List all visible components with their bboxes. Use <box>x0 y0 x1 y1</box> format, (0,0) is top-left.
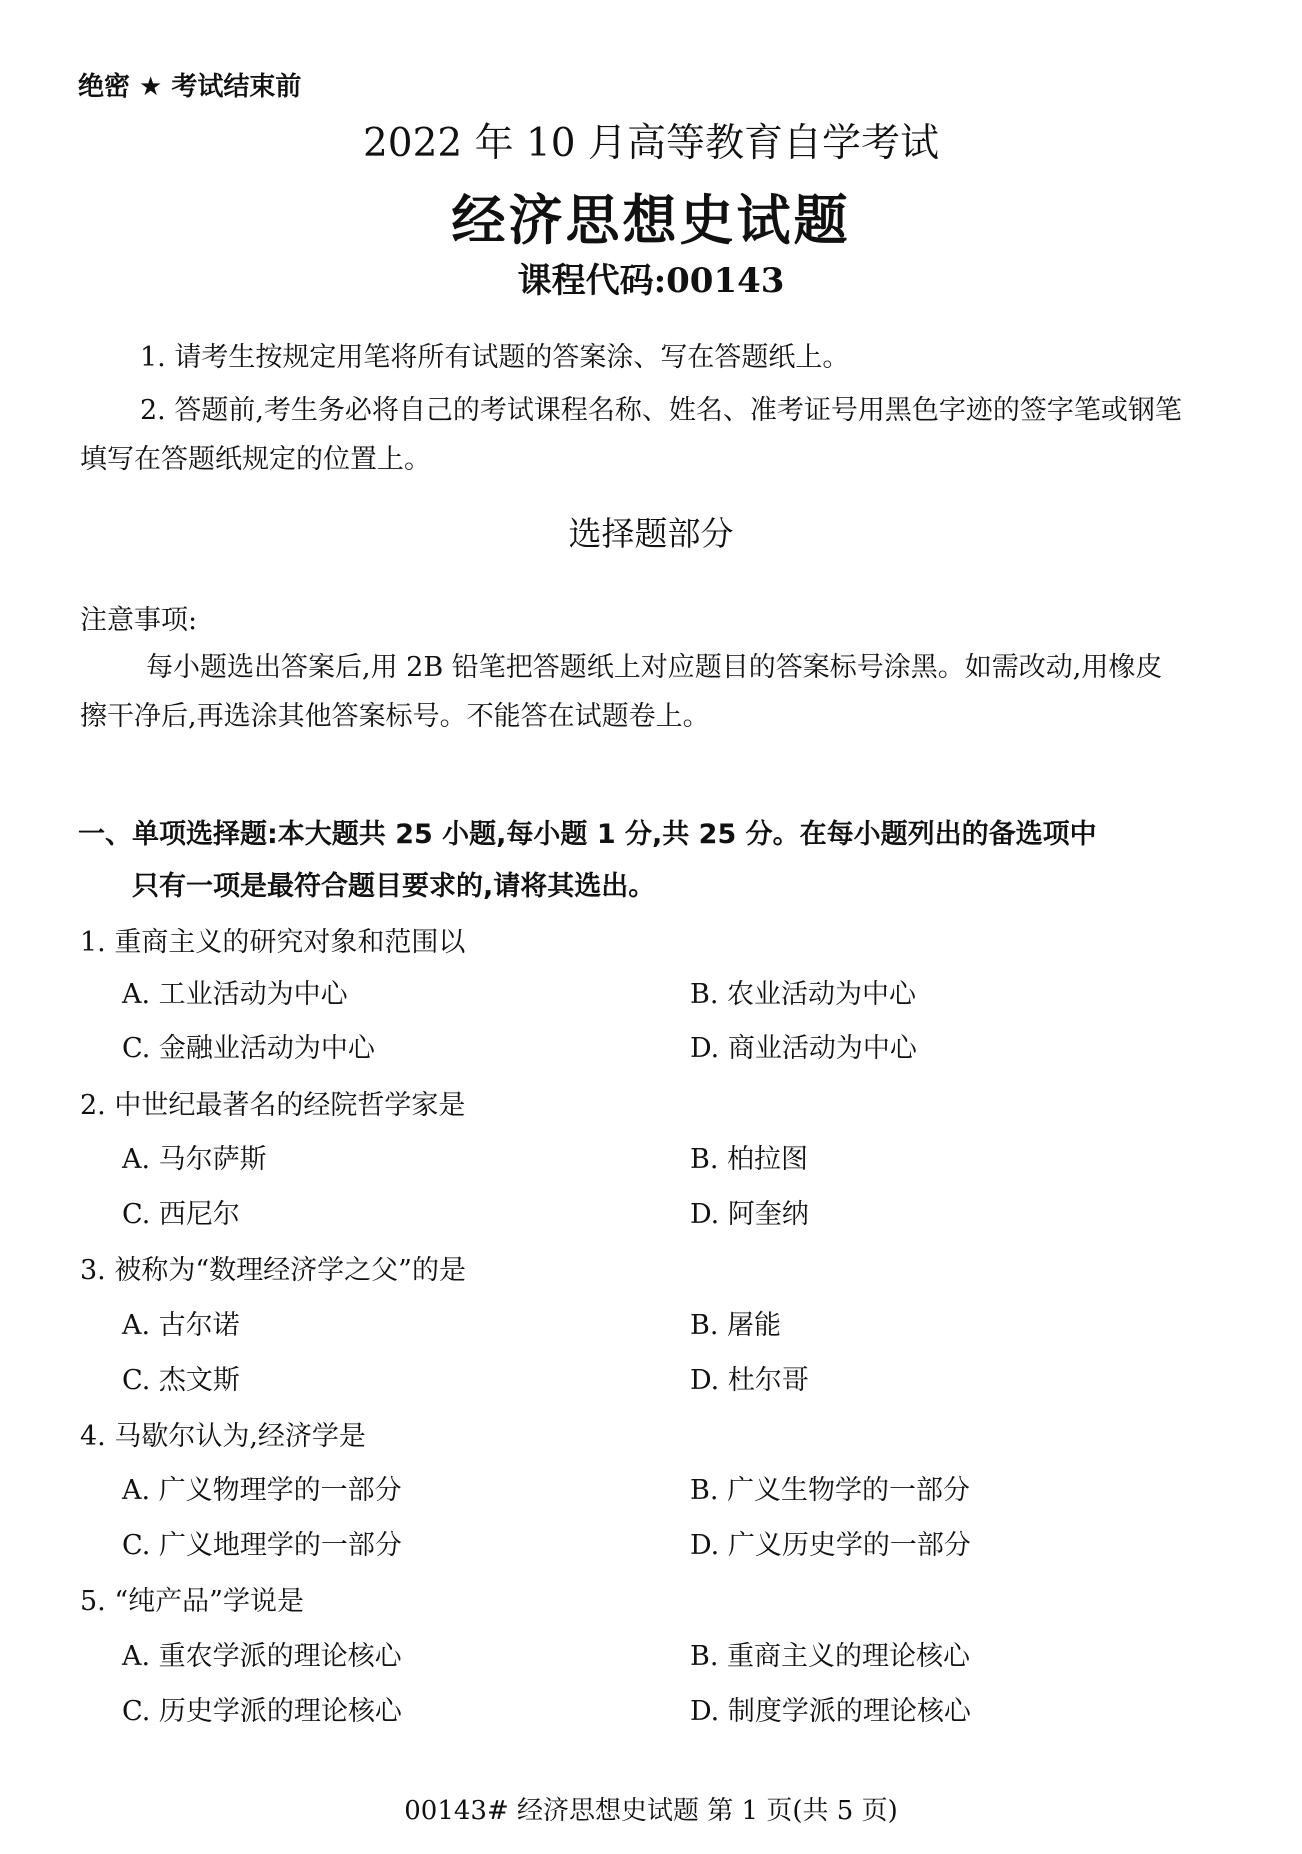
question-4-option-c: C. 广义地理学的一部分 <box>122 1530 402 1561</box>
question-4-option-d: D. 广义历史学的一部分 <box>690 1530 971 1561</box>
notes-heading: 注意事项: <box>80 605 198 636</box>
instruction-2-cont: 填写在答题纸规定的位置上。 <box>80 444 431 475</box>
question-5-option-c: C. 历史学派的理论核心 <box>122 1696 402 1727</box>
question-3-option-c: C. 杰文斯 <box>122 1365 240 1396</box>
instruction-1: 1. 请考生按规定用笔将所有试题的答案涂、写在答题纸上。 <box>140 342 850 373</box>
part-heading-line-1: 一、单项选择题:本大题共 25 小题,每小题 1 分,共 25 分。在每小题列出的备选项中 <box>78 819 1097 850</box>
question-1-option-a: A. 工业活动为中心 <box>122 979 348 1010</box>
page-footer: 00143# 经济思想史试题 第 1 页(共 5 页) <box>404 1796 898 1826</box>
exam-title: 2022 年 10 月高等教育自学考试 <box>362 121 940 166</box>
question-1-option-b: B. 农业活动为中心 <box>690 979 917 1010</box>
question-5-option-d: D. 制度学派的理论核心 <box>690 1696 971 1727</box>
question-5-option-b: B. 重商主义的理论核心 <box>690 1641 971 1672</box>
confidential-label: 绝密 ★ 考试结束前 <box>78 72 302 102</box>
course-code: 课程代码:00143 <box>517 261 785 301</box>
question-1-option-c: C. 金融业活动为中心 <box>122 1033 375 1064</box>
notes-line-1: 每小题选出答案后,用 2B 铅笔把答题纸上对应题目的答案标号涂黑。如需改动,用橡皮 <box>146 652 1163 683</box>
section-title: 选择题部分 <box>568 514 734 553</box>
question-2-stem: 2. 中世纪最著名的经院哲学家是 <box>80 1090 466 1121</box>
question-4-option-b: B. 广义生物学的一部分 <box>690 1475 971 1506</box>
subject-title: 经济思想史试题 <box>451 188 851 252</box>
question-3-option-a: A. 古尔诺 <box>122 1310 240 1341</box>
question-1-stem: 1. 重商主义的研究对象和范围以 <box>80 927 466 958</box>
question-5-option-a: A. 重农学派的理论核心 <box>122 1641 402 1672</box>
question-3-stem: 3. 被称为“数理经济学之父”的是 <box>80 1255 466 1286</box>
question-2-option-c: C. 西尼尔 <box>122 1199 240 1230</box>
question-4-stem: 4. 马歇尔认为,经济学是 <box>80 1421 366 1452</box>
question-2-option-a: A. 马尔萨斯 <box>122 1144 267 1175</box>
instruction-2: 2. 答题前,考生务必将自己的考试课程名称、姓名、准考证号用黑色字迹的签字笔或钢笔 <box>140 395 1182 426</box>
question-2-option-b: B. 柏拉图 <box>690 1144 809 1175</box>
question-5-stem: 5. “纯产品”学说是 <box>80 1586 304 1617</box>
part-heading-line-2: 只有一项是最符合题目要求的,请将其选出。 <box>132 871 656 902</box>
question-4-option-a: A. 广义物理学的一部分 <box>122 1475 402 1506</box>
question-3-option-b: B. 屠能 <box>690 1310 782 1341</box>
notes-line-2: 擦干净后,再选涂其他答案标号。不能答在试题卷上。 <box>80 701 710 732</box>
question-1-option-d: D. 商业活动为中心 <box>690 1033 917 1064</box>
question-2-option-d: D. 阿奎纳 <box>690 1199 809 1230</box>
question-3-option-d: D. 杜尔哥 <box>690 1365 809 1396</box>
